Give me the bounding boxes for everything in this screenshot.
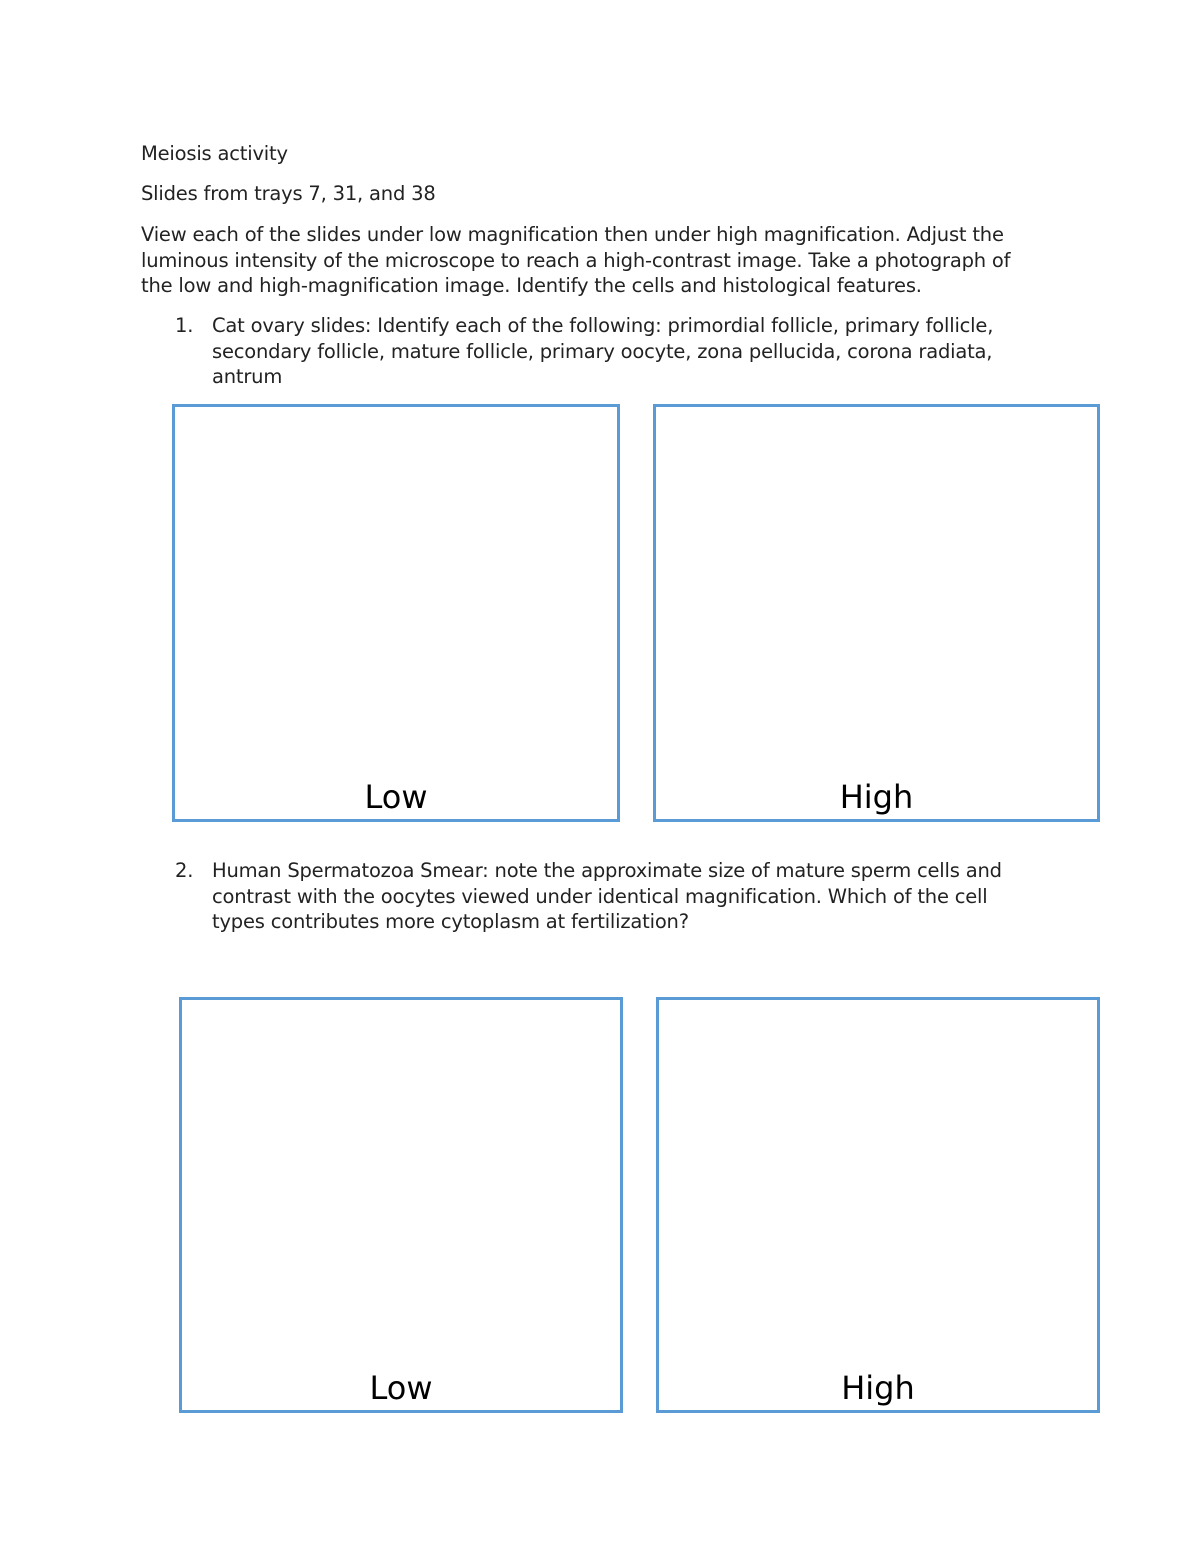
photo-box-label: Low	[364, 778, 428, 816]
photo-box-label: High	[841, 1369, 915, 1407]
list-item-number: 2.	[175, 859, 194, 882]
list-item-number: 1.	[175, 314, 194, 337]
list-item-cat-ovary	[141, 313, 1041, 390]
photo-box-sperm-high[interactable]	[656, 997, 1100, 1413]
photo-box-ovary-high[interactable]	[653, 404, 1100, 822]
photo-box-label: Low	[369, 1369, 433, 1407]
instructions-paragraph: View each of the slides under low magnification then under high magnification. Adjust the luminous intensity of the microscope to reach a high-contrast image. Take a photograph of the low and high-magnification image. Identify the cells and histological features.	[141, 223, 1011, 297]
slides-source-line: Slides from trays 7, 31, and 38	[141, 182, 436, 205]
list-item-spermatozoa	[141, 858, 1041, 935]
photo-box-ovary-low[interactable]	[172, 404, 620, 822]
list-item-text: Cat ovary slides: Identify each of the following: primordial follicle, primary follicle, secondary follicle, mature follicle, primary oocyte, zona pellucida, corona radiata, antrum	[212, 314, 994, 388]
document-title: Meiosis activity	[141, 142, 288, 165]
photo-box-sperm-low[interactable]	[179, 997, 623, 1413]
list-item-text: Human Spermatozoa Smear: note the approximate size of mature sperm cells and contrast with the oocytes viewed under identical magnification. Which of the cell types contributes more cytoplasm at fertilization?	[212, 859, 1002, 933]
photo-box-label: High	[839, 778, 914, 816]
